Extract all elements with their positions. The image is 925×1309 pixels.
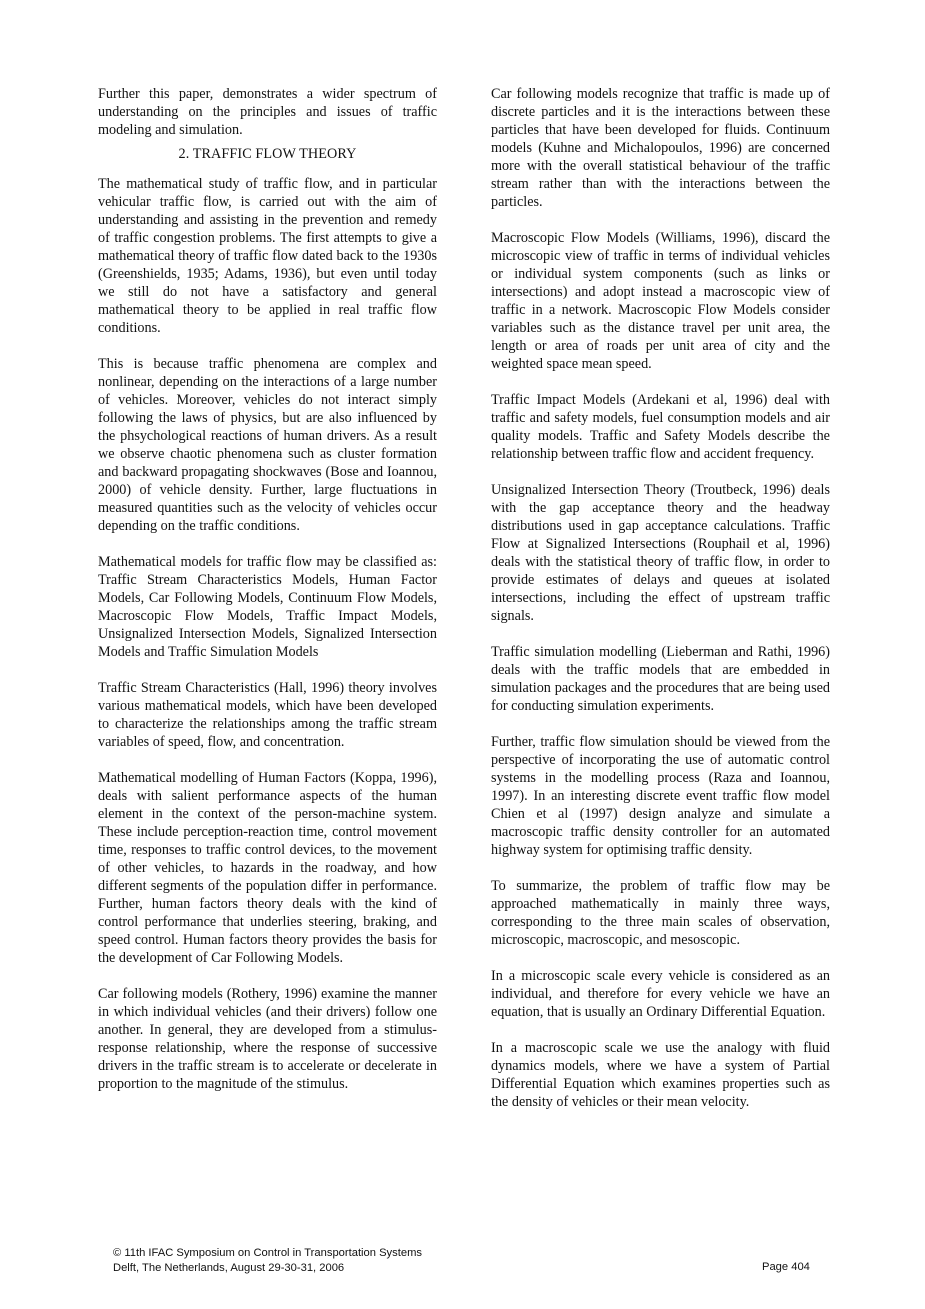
paragraph: The mathematical study of traffic flow, and in particular vehicular traffic flow, is carried out with the aim of understanding and assisting in the prevention and remedy of traffic congestion problems. The first attempts to give a mathematical theory of traffic flow dated back to the 1930s (Greenshields, 1935; Adams, 1936), but even until today we still do not have a satisfactory and general mathematical theory to be applied in real traffic flow conditions. xyxy=(98,176,437,336)
paragraph: Traffic Impact Models (Ardekani et al, 1996) deal with traffic and safety models, fuel consumption models and air quality models. Traffic and Safety Models describe the relationship between traffic flow and accident frequency. xyxy=(491,392,830,462)
paragraph: Further, traffic flow simulation should be viewed from the perspective of incorporating the use of automatic control systems in the modelling process (Raza and Ioannou, 1997). In an interesting discrete event traffic flow model Chien et al (1997) design analyze and simulate a macroscopic traffic density controller for an automated highway system for optimising traffic density. xyxy=(491,734,830,858)
paragraph: This is because traffic phenomena are complex and nonlinear, depending on the interactions of a large number of vehicles. Moreover, vehicles do not interact simply following the laws of physics, but are also influenced by the phsychological reactions of human drivers. As a result we observe chaotic phenomena such as cluster formation and backward propagating shockwaves (Bose and Ioannou, 2000) of vehicle density. Further, large fluctuations in measured quantities such as the velocity of vehicles occur depending on the traffic conditions. xyxy=(98,356,437,534)
left-column xyxy=(98,85,437,1111)
paragraph: Car following models recognize that traffic is made up of discrete particles and it is the interactions between these particles that have been developed for fluids. Continuum models (Kuhne and Michalopoulos, 1996) are concerned more with the overall statistical behaviour of the traffic stream rather than with the interactions between the particles. xyxy=(491,86,830,210)
footer-location: Delft, The Netherlands, August 29-30-31, 2006 xyxy=(113,1261,345,1274)
paragraph: Mathematical modelling of Human Factors (Koppa, 1996), deals with salient performance aspects of the human element in the context of the person-machine system. These include perception-reaction time, control movement time, responses to traffic control devices, to the movement of other vehicles, to hazards in the roadway, and how different segments of the population differ in performance. Further, human factors theory deals with the kind of control performance that underlies steering, braking, and speed control. Human factors theory provides the basis for the development of Car Following Models. xyxy=(98,770,437,966)
paragraph: Traffic Stream Characteristics (Hall, 1996) theory involves various mathematical models, which have been developed to characterize the relationships among the traffic stream variables of speed, flow, and concentration. xyxy=(98,680,437,750)
paragraph: Traffic simulation modelling (Lieberman and Rathi, 1996) deals with the traffic models that are embedded in simulation packages and the procedures that are being used for conducting simulation experiments. xyxy=(491,644,830,714)
paragraph: Mathematical models for traffic flow may be classified as: Traffic Stream Characteristics Models, Human Factor Models, Car Following Models, Continuum Flow Models, Macroscopic Flow Models, Traffic Impact Models, Unsignalized Intersection Models, Signalized Intersection Models and Traffic Simulation Models xyxy=(98,554,437,660)
footer-copyright: © 11th IFAC Symposium on Control in Transportation Systems xyxy=(113,1247,422,1259)
right-column xyxy=(491,85,830,1129)
paragraph: Unsignalized Intersection Theory (Troutbeck, 1996) deals with the gap acceptance theory and the headway distributions used in gap acceptance calculations. Traffic Flow at Signalized Intersections (Rouphail et al, 1996) deals with the statistical theory of traffic flow, in order to provide estimates of delays and queues at isolated intersections, including the effect of upstream traffic signals. xyxy=(491,482,830,624)
page-number: Page 404 xyxy=(762,1261,810,1273)
footer-left xyxy=(113,1246,422,1275)
section-heading: 2. TRAFFIC FLOW THEORY xyxy=(178,146,357,162)
paragraph: In a macroscopic scale we use the analogy with fluid dynamics models, where we have a system of Partial Differential Equation which examines properties such as the density of vehicles or their mean velocity. xyxy=(491,1040,830,1110)
paragraph: Macroscopic Flow Models (Williams, 1996), discard the microscopic view of traffic in terms of individual vehicles or individual system components (such as links or intersections) and adopt instead a macroscopic view of traffic in a network. Macroscopic Flow Models consider variables such as the distance travel per unit area, the length or area of roads per unit area of city and the weighted space mean speed. xyxy=(491,230,830,372)
paragraph: Car following models (Rothery, 1996) examine the manner in which individual vehicles (and their drivers) follow one another. In general, they are developed from a stimulus-response relationship, where the response of successive drivers in the traffic stream is to accelerate or decelerate in proportion to the magnitude of the stimulus. xyxy=(98,986,437,1092)
paragraph: In a microscopic scale every vehicle is considered as an individual, and therefore for every vehicle we have an equation, that is usually an Ordinary Differential Equation. xyxy=(491,968,830,1020)
paragraph: To summarize, the problem of traffic flow may be approached mathematically in mainly three ways, corresponding to the three main scales of observation, microscopic, macroscopic, and mesoscopic. xyxy=(491,878,830,948)
paragraph: Further this paper, demonstrates a wider spectrum of understanding on the principles and issues of traffic modeling and simulation. xyxy=(98,86,437,138)
